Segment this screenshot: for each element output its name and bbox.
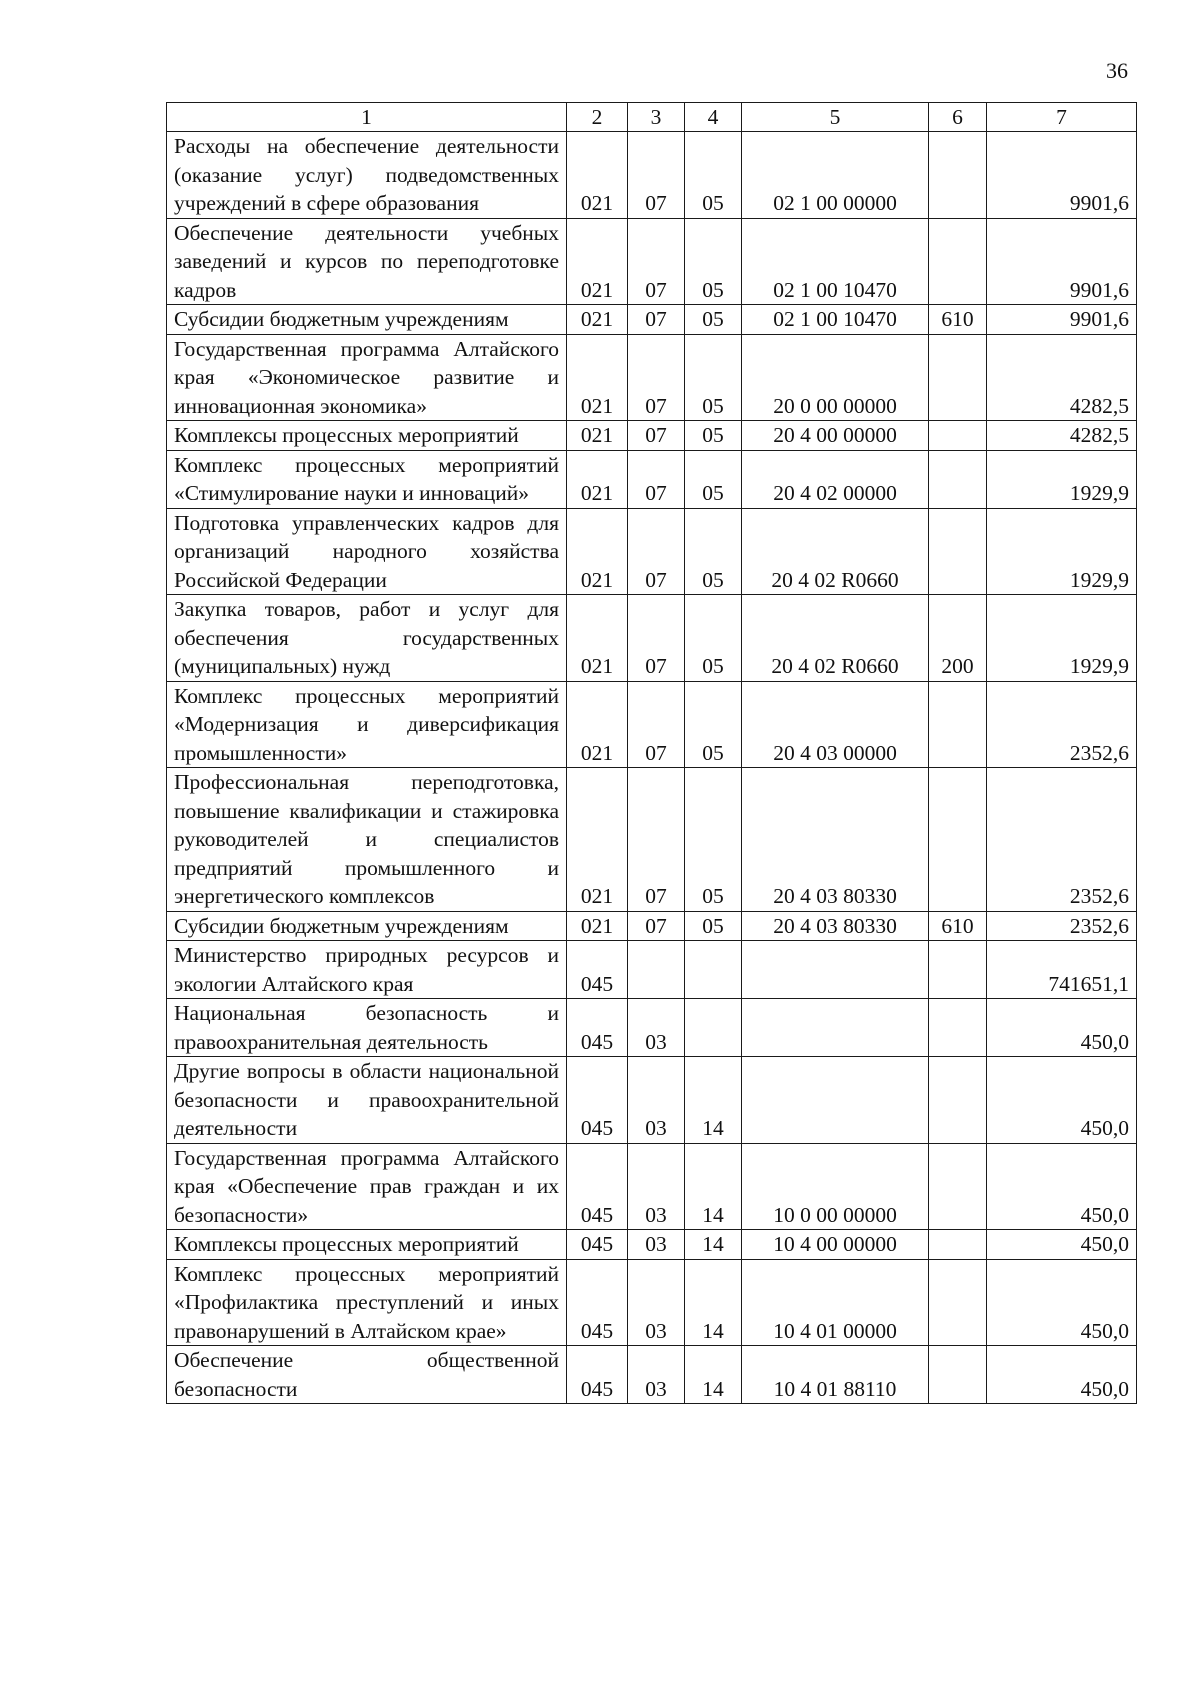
row-name: Субсидии бюджетным учреждениям: [167, 911, 567, 941]
target-article: [742, 1057, 929, 1144]
expense-type: [929, 132, 987, 219]
section-code: 03: [628, 1230, 685, 1260]
amount: 2352,6: [987, 681, 1137, 768]
section-code: 07: [628, 681, 685, 768]
table-row: [167, 305, 1137, 335]
target-article: 02 1 00 10470: [742, 305, 929, 335]
header-row: [167, 103, 1137, 132]
expense-type: [929, 768, 987, 912]
target-article: [742, 999, 929, 1057]
ministry-code: 021: [567, 911, 628, 941]
section-code: 03: [628, 1346, 685, 1404]
subsection-code: 05: [685, 508, 742, 595]
ministry-code: 021: [567, 681, 628, 768]
target-article: 20 0 00 00000: [742, 334, 929, 421]
subsection-code: 14: [685, 1346, 742, 1404]
subsection-code: [685, 999, 742, 1057]
row-name: Обеспечение общественной безопасности: [167, 1346, 567, 1404]
budget-table: [166, 102, 1137, 1404]
target-article: [742, 941, 929, 999]
table-row: [167, 1230, 1137, 1260]
expense-type: [929, 508, 987, 595]
header-cell: 2: [567, 103, 628, 132]
target-article: 20 4 03 00000: [742, 681, 929, 768]
ministry-code: 021: [567, 334, 628, 421]
table-row: [167, 218, 1137, 305]
ministry-code: 021: [567, 595, 628, 682]
table-row: [167, 334, 1137, 421]
amount: 1929,9: [987, 595, 1137, 682]
ministry-code: 021: [567, 305, 628, 335]
ministry-code: 045: [567, 1230, 628, 1260]
table-row: [167, 421, 1137, 451]
amount: 2352,6: [987, 911, 1137, 941]
subsection-code: 14: [685, 1057, 742, 1144]
ministry-code: 021: [567, 421, 628, 451]
target-article: 20 4 02 R0660: [742, 508, 929, 595]
table-row: [167, 1143, 1137, 1230]
subsection-code: 05: [685, 421, 742, 451]
expense-type: [929, 450, 987, 508]
row-name: Комплекс процессных мероприятий «Модернизация и диверсификация промышленности»: [167, 681, 567, 768]
subsection-code: 05: [685, 132, 742, 219]
table-row: [167, 911, 1137, 941]
table-row: [167, 132, 1137, 219]
amount: 2352,6: [987, 768, 1137, 912]
row-name: Расходы на обеспечение деятельности (оказание услуг) подведомственных учреждений в сфере образования: [167, 132, 567, 219]
expense-type: [929, 999, 987, 1057]
row-name: Подготовка управленческих кадров для организаций народного хозяйства Российской Федерации: [167, 508, 567, 595]
amount: 450,0: [987, 1143, 1137, 1230]
header-cell: 1: [167, 103, 567, 132]
ministry-code: 021: [567, 768, 628, 912]
header-cell: 4: [685, 103, 742, 132]
section-code: 07: [628, 450, 685, 508]
subsection-code: 05: [685, 334, 742, 421]
ministry-code: 045: [567, 1346, 628, 1404]
row-name: Обеспечение деятельности учебных заведений и курсов по переподготовке кадров: [167, 218, 567, 305]
row-name: Закупка товаров, работ и услуг для обеспечения государственных (муниципальных) нужд: [167, 595, 567, 682]
section-code: 03: [628, 1259, 685, 1346]
subsection-code: 05: [685, 218, 742, 305]
section-code: 07: [628, 132, 685, 219]
amount: 4282,5: [987, 421, 1137, 451]
amount: 4282,5: [987, 334, 1137, 421]
expense-type: 200: [929, 595, 987, 682]
row-name: Комплексы процессных мероприятий: [167, 421, 567, 451]
table-row: [167, 681, 1137, 768]
amount: 9901,6: [987, 132, 1137, 219]
expense-type: [929, 1057, 987, 1144]
expense-type: [929, 1230, 987, 1260]
row-name: Государственная программа Алтайского края «Экономическое развитие и инновационная экономика»: [167, 334, 567, 421]
header-cell: 7: [987, 103, 1137, 132]
amount: 450,0: [987, 1259, 1137, 1346]
expense-type: [929, 421, 987, 451]
target-article: 10 4 01 88110: [742, 1346, 929, 1404]
row-name: Субсидии бюджетным учреждениям: [167, 305, 567, 335]
amount: 1929,9: [987, 508, 1137, 595]
target-article: 20 4 00 00000: [742, 421, 929, 451]
row-name: Профессиональная переподготовка, повышение квалификации и стажировка руководителей и специалистов предприятий промышленного и энергетического комплексов: [167, 768, 567, 912]
amount: 450,0: [987, 1230, 1137, 1260]
table-row: [167, 1259, 1137, 1346]
table-row: [167, 1057, 1137, 1144]
table-row: [167, 941, 1137, 999]
expense-type: [929, 334, 987, 421]
expense-type: [929, 941, 987, 999]
ministry-code: 021: [567, 450, 628, 508]
ministry-code: 021: [567, 508, 628, 595]
subsection-code: 14: [685, 1230, 742, 1260]
subsection-code: 14: [685, 1143, 742, 1230]
table-row: [167, 999, 1137, 1057]
target-article: 10 4 01 00000: [742, 1259, 929, 1346]
ministry-code: 045: [567, 941, 628, 999]
subsection-code: 05: [685, 911, 742, 941]
section-code: 07: [628, 218, 685, 305]
table-row: [167, 450, 1137, 508]
amount: 450,0: [987, 999, 1137, 1057]
expense-type: [929, 681, 987, 768]
subsection-code: 05: [685, 305, 742, 335]
row-name: Комплексы процессных мероприятий: [167, 1230, 567, 1260]
target-article: 10 0 00 00000: [742, 1143, 929, 1230]
target-article: 02 1 00 10470: [742, 218, 929, 305]
row-name: Министерство природных ресурсов и экологии Алтайского края: [167, 941, 567, 999]
section-code: 07: [628, 508, 685, 595]
ministry-code: 021: [567, 218, 628, 305]
section-code: 07: [628, 911, 685, 941]
row-name: Комплекс процессных мероприятий «Профилактика преступлений и иных правонарушений в Алтайском крае»: [167, 1259, 567, 1346]
target-article: 02 1 00 00000: [742, 132, 929, 219]
section-code: 07: [628, 595, 685, 682]
expense-type: [929, 218, 987, 305]
amount: 9901,6: [987, 305, 1137, 335]
expense-type: 610: [929, 305, 987, 335]
target-article: 20 4 02 R0660: [742, 595, 929, 682]
header-cell: 3: [628, 103, 685, 132]
subsection-code: 05: [685, 450, 742, 508]
row-name: Государственная программа Алтайского края «Обеспечение прав граждан и их безопасности»: [167, 1143, 567, 1230]
amount: 450,0: [987, 1057, 1137, 1144]
row-name: Национальная безопасность и правоохранительная деятельность: [167, 999, 567, 1057]
section-code: 03: [628, 999, 685, 1057]
row-name: Комплекс процессных мероприятий «Стимулирование науки и инноваций»: [167, 450, 567, 508]
subsection-code: 14: [685, 1259, 742, 1346]
table-row: [167, 1346, 1137, 1404]
amount: 9901,6: [987, 218, 1137, 305]
ministry-code: 045: [567, 999, 628, 1057]
amount: 741651,1: [987, 941, 1137, 999]
subsection-code: [685, 941, 742, 999]
subsection-code: 05: [685, 595, 742, 682]
ministry-code: 045: [567, 1143, 628, 1230]
row-name: Другие вопросы в области национальной безопасности и правоохранительной деятельности: [167, 1057, 567, 1144]
expense-type: 610: [929, 911, 987, 941]
table-row: [167, 595, 1137, 682]
header-cell: 5: [742, 103, 929, 132]
expense-type: [929, 1143, 987, 1230]
page-number: 36: [1106, 58, 1128, 83]
ministry-code: 045: [567, 1259, 628, 1346]
subsection-code: 05: [685, 768, 742, 912]
section-code: 07: [628, 421, 685, 451]
target-article: 20 4 03 80330: [742, 911, 929, 941]
target-article: 10 4 00 00000: [742, 1230, 929, 1260]
subsection-code: 05: [685, 681, 742, 768]
target-article: 20 4 03 80330: [742, 768, 929, 912]
section-code: 03: [628, 1057, 685, 1144]
table-row: [167, 768, 1137, 912]
section-code: 03: [628, 1143, 685, 1230]
target-article: 20 4 02 00000: [742, 450, 929, 508]
amount: 450,0: [987, 1346, 1137, 1404]
section-code: [628, 941, 685, 999]
section-code: 07: [628, 305, 685, 335]
section-code: 07: [628, 334, 685, 421]
amount: 1929,9: [987, 450, 1137, 508]
ministry-code: 021: [567, 132, 628, 219]
table-row: [167, 508, 1137, 595]
header-cell: 6: [929, 103, 987, 132]
section-code: 07: [628, 768, 685, 912]
expense-type: [929, 1259, 987, 1346]
expense-type: [929, 1346, 987, 1404]
ministry-code: 045: [567, 1057, 628, 1144]
